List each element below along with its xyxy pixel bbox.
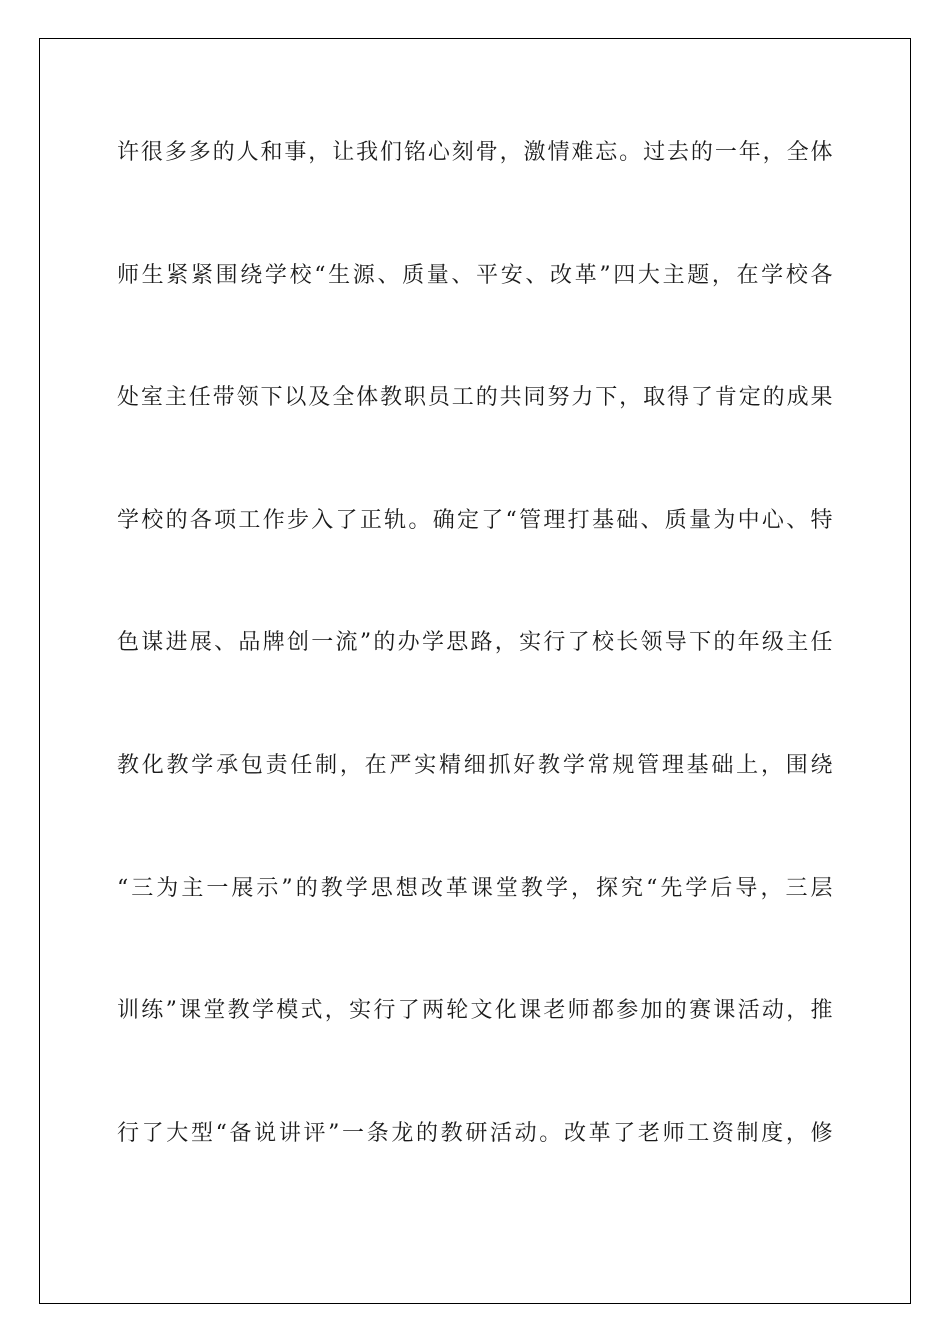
- text-line: “三为主一展示”的教学思想改革课堂教学，探究“先学后导，三层: [117, 875, 833, 901]
- text-line: 行了大型“备说讲评”一条龙的教研活动。改革了老师工资制度，修: [117, 1120, 833, 1146]
- text-line: 训练”课堂教学模式，实行了两轮文化课老师都参加的赛课活动，推: [117, 998, 833, 1024]
- text-line: 师生紧紧围绕学校“生源、质量、平安、改革”四大主题，在学校各: [117, 262, 833, 288]
- text-line: 处室主任带领下以及全体教职员工的共同努力下，取得了肯定的成果: [117, 385, 833, 411]
- text-line: 许很多多的人和事，让我们铭心刻骨，激情难忘。过去的一年，全体: [117, 140, 833, 165]
- text-line: 学校的各项工作步入了正轨。确定了“管理打基础、质量为中心、特: [117, 507, 833, 533]
- text-line: 教化教学承包责任制，在严实精细抓好教学常规管理基础上，围绕: [117, 752, 833, 778]
- document-body: [117, 128, 833, 1231]
- text-line: 色谋进展、品牌创一流”的办学思路，实行了校长领导下的年级主任: [117, 630, 833, 656]
